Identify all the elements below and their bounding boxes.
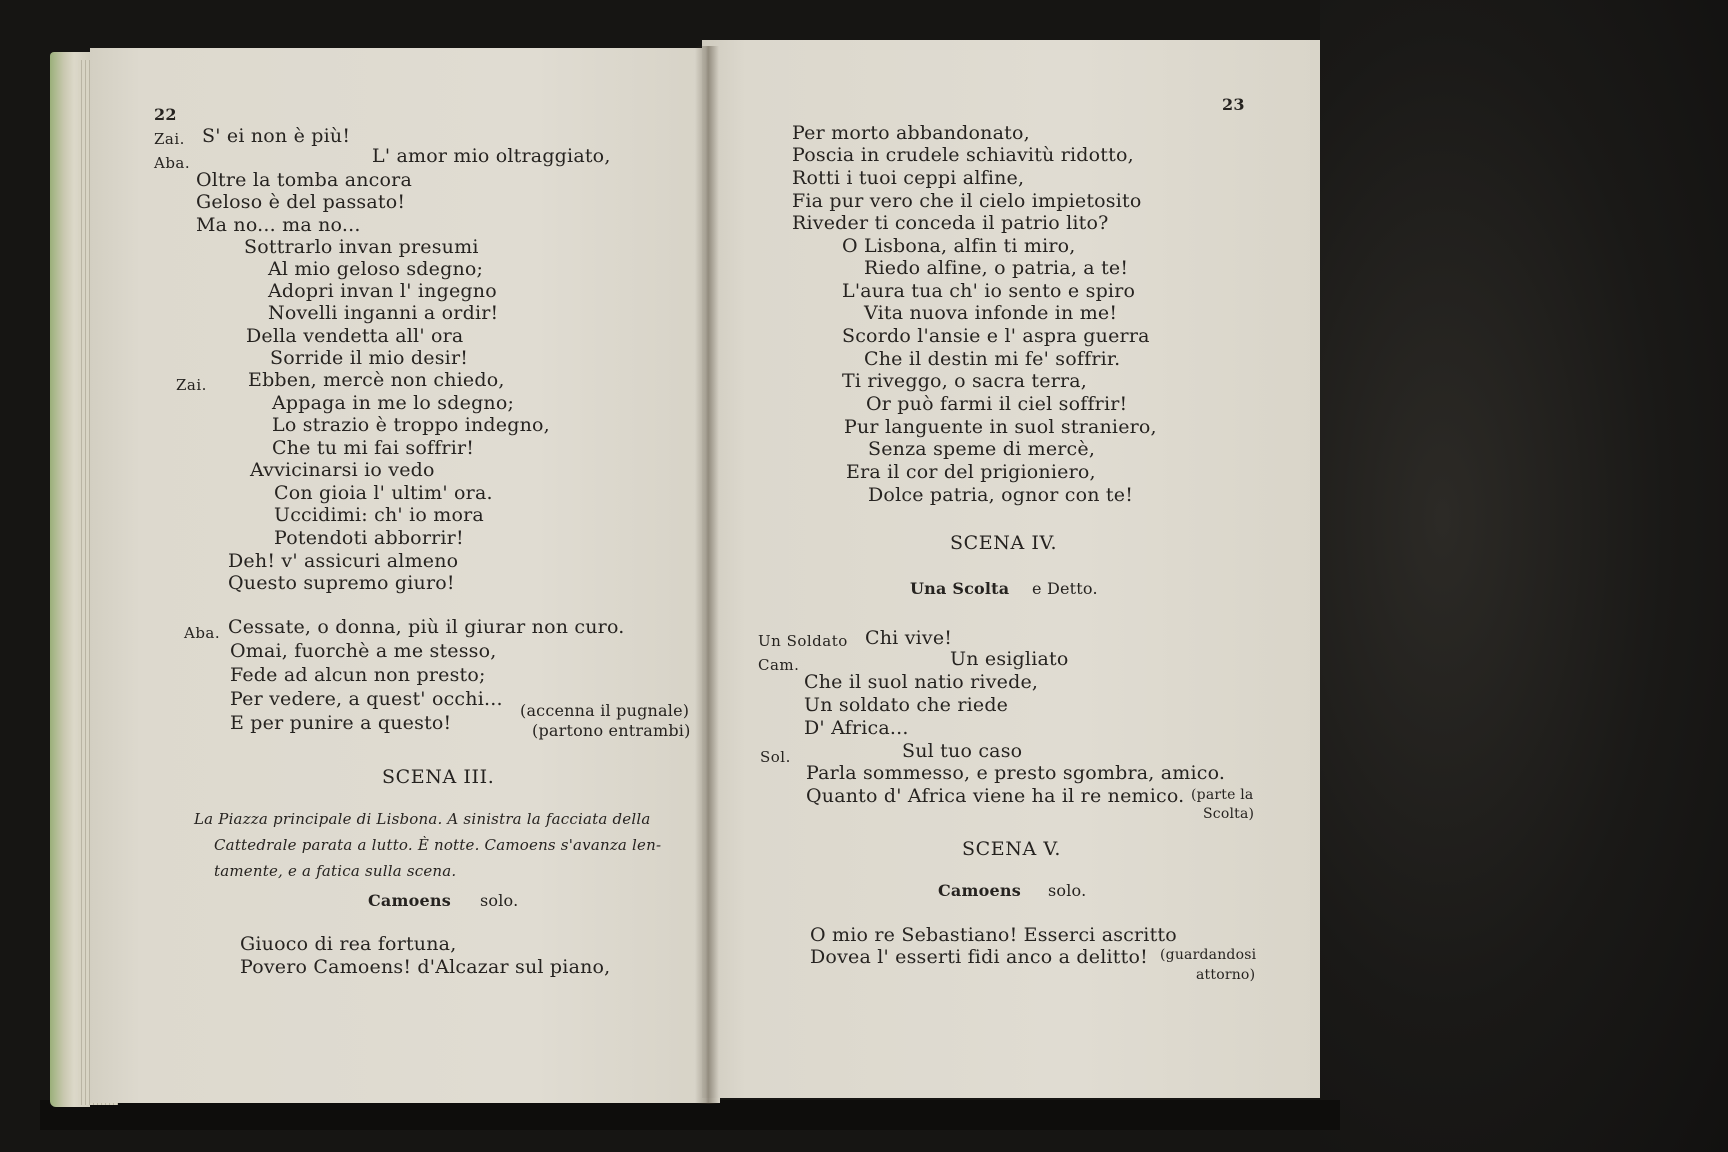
character-name: Una Scolta: [910, 579, 1010, 598]
stage-direction: (partono entrambi): [532, 721, 691, 740]
verse-line: Sorride il mio desir!: [270, 347, 469, 369]
verse-line: S' ei non è più!: [202, 125, 351, 147]
stage-direction: attorno): [1196, 967, 1256, 983]
verse-line: Uccidimi: ch' io mora: [274, 504, 484, 526]
verse-line: Lo strazio è troppo indegno,: [272, 414, 550, 436]
verse-line: Potendoti abborrir!: [274, 527, 464, 549]
verse-line: Per vedere, a quest' occhi...: [230, 688, 503, 710]
verse-line: Deh! v' assicuri almeno: [228, 550, 459, 572]
verse-line: Omai, fuorchè a me stesso,: [230, 640, 497, 662]
speaker: Zai.: [176, 376, 207, 394]
right-page: [702, 40, 1320, 1098]
page-number: 22: [154, 105, 177, 124]
speaker: Sol.: [760, 748, 791, 766]
verse-line: Avvicinarsi io vedo: [250, 459, 435, 481]
book-bottom-edge: [40, 1100, 1340, 1130]
verse-line: Dovea l' esserti fidi anco a delitto!: [810, 946, 1148, 968]
verse-line: Cessate, o donna, più il giurar non curo.: [228, 616, 625, 638]
verse-line: Giuoco di rea fortuna,: [240, 933, 457, 955]
verse-line: Era il cor del prigioniero,: [846, 461, 1096, 483]
speaker: Un Soldato: [758, 632, 848, 650]
verse-line: Povero Camoens! d'Alcazar sul piano,: [240, 956, 611, 978]
stage-direction: (accenna il pugnale): [520, 701, 690, 720]
verse-line: Con gioia l' ultim' ora.: [274, 482, 493, 504]
verse-line: Adopri invan l' ingegno: [268, 280, 497, 302]
speaker: Aba.: [154, 154, 191, 172]
verse-line: Che il suol natio rivede,: [804, 671, 1039, 693]
verse-line: L' amor mio oltraggiato,: [372, 145, 611, 167]
verse-line: Fia pur vero che il cielo impietosito: [792, 190, 1142, 212]
scene-description: tamente, e a fatica sulla scena.: [214, 862, 457, 880]
verse-line: Novelli inganni a ordir!: [268, 302, 499, 324]
verse-line: Sottrarlo invan presumi: [244, 236, 479, 258]
verse-line: L'aura tua ch' io sento e spiro: [842, 280, 1136, 302]
character-note: e Detto.: [1032, 579, 1098, 598]
speaker: Cam.: [758, 656, 800, 674]
stage-direction: Scolta): [1203, 806, 1255, 822]
verse-line: Sul tuo caso: [902, 740, 1023, 762]
verse-line: Chi vive!: [865, 627, 953, 649]
verse-line: Fede ad alcun non presto;: [230, 664, 486, 686]
verse-line: Oltre la tomba ancora: [196, 169, 412, 191]
verse-line: Della vendetta all' ora: [246, 325, 464, 347]
stage-direction: (guardandosi: [1160, 947, 1257, 963]
scene-description: La Piazza principale di Lisbona. A sinistra la facciata della: [194, 810, 651, 828]
verse-line: Ma no... ma no...: [196, 214, 361, 236]
verse-line: Geloso è del passato!: [196, 191, 406, 213]
verse-line: Quanto d' Africa viene ha il re nemico.: [806, 785, 1185, 807]
character-name: Camoens: [938, 881, 1021, 900]
verse-line: D' Africa...: [804, 717, 909, 739]
left-page: [90, 48, 720, 1103]
scene-heading: SCENA IV.: [950, 532, 1058, 554]
character-note: solo.: [480, 891, 519, 910]
book-gutter: [695, 46, 719, 1104]
verse-line: Poscia in crudele schiavitù ridotto,: [792, 144, 1134, 166]
verse-line: Pur languente in suol straniero,: [844, 416, 1157, 438]
page-number: 23: [1222, 95, 1245, 114]
verse-line: Riedo alfine, o patria, a te!: [864, 257, 1129, 279]
verse-line: Riveder ti conceda il patrio lito?: [792, 212, 1109, 234]
scene-heading: SCENA III.: [382, 766, 495, 788]
verse-line: Un soldato che riede: [804, 694, 1009, 716]
verse-line: Al mio geloso sdegno;: [268, 258, 484, 280]
scene-description: Cattedrale parata a lutto. È notte. Camoens s'avanza len-: [214, 836, 662, 854]
verse-line: O Lisbona, alfin ti miro,: [842, 235, 1076, 257]
character-note: solo.: [1048, 881, 1087, 900]
verse-line: Or può farmi il ciel soffrir!: [866, 393, 1128, 415]
stage-direction: (parte la: [1191, 787, 1254, 803]
verse-line: Parla sommesso, e presto sgombra, amico.: [806, 762, 1226, 784]
verse-line: Ebben, mercè non chiedo,: [248, 369, 505, 391]
verse-line: Appaga in me lo sdegno;: [272, 392, 515, 414]
verse-line: Vita nuova infonde in me!: [864, 302, 1118, 324]
verse-line: Senza speme di mercè,: [868, 438, 1096, 460]
speaker: Zai.: [154, 130, 185, 148]
verse-line: Dolce patria, ognor con te!: [868, 484, 1134, 506]
character-name: Camoens: [368, 891, 451, 910]
verse-line: Che il destin mi fe' soffrir.: [864, 348, 1121, 370]
verse-line: Ti riveggo, o sacra terra,: [842, 370, 1088, 392]
verse-line: Che tu mi fai soffrir!: [272, 437, 475, 459]
verse-line: Rotti i tuoi ceppi alfine,: [792, 167, 1025, 189]
verse-line: Un esigliato: [950, 648, 1069, 670]
verse-line: Questo supremo giuro!: [228, 572, 455, 594]
verse-line: Scordo l'ansie e l' aspra guerra: [842, 325, 1150, 347]
dark-backdrop: [1320, 0, 1728, 1152]
verse-line: E per punire a questo!: [230, 712, 452, 734]
verse-line: Per morto abbandonato,: [792, 122, 1030, 144]
scene-heading: SCENA V.: [962, 838, 1062, 860]
speaker: Aba.: [184, 624, 221, 642]
verse-line: O mio re Sebastiano! Esserci ascritto: [810, 924, 1177, 946]
